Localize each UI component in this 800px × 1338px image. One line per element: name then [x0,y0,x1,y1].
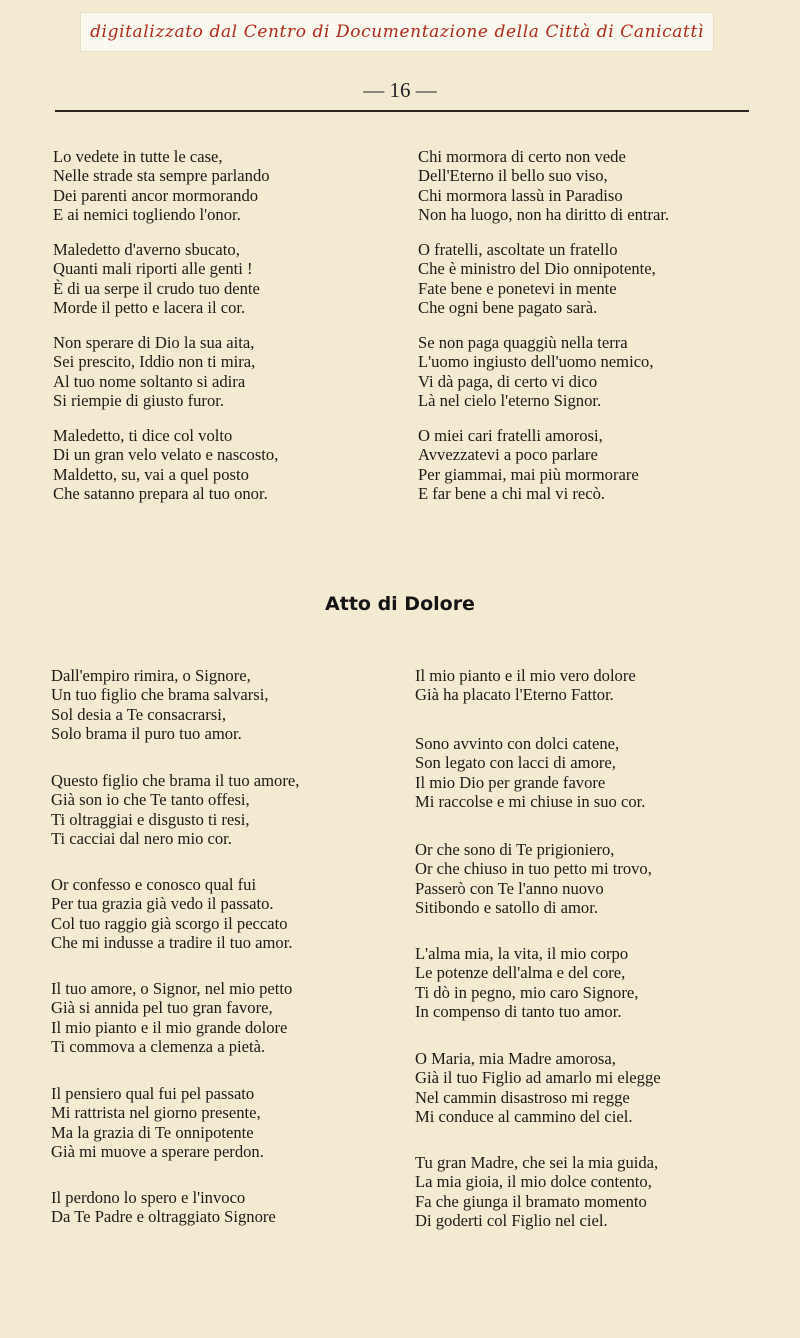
stanza [53,426,278,503]
verse-line: Or che sono di Te prigioniero, [415,840,615,859]
verse-line: È di ua serpe il crudo tuo dente [53,278,260,298]
verse-line: Lo vedete in tutte le case, [53,147,223,166]
digitization-watermark-banner [80,12,714,52]
stanza [53,333,255,410]
verse-line: Solo brama il puro tuo amor. [51,723,242,743]
verse-line: Chi mormora di certo non vede [418,147,626,166]
stanza [51,666,269,743]
verse-line: O miei cari fratelli amorosi, [418,426,603,445]
verse-line: Da Te Padre e oltraggiato Signore [51,1207,276,1227]
verse-line: Per giammai, mai più mormorare [418,464,639,484]
stanza [53,240,260,317]
verse-line: Or confesso e conosco qual fui [51,875,257,894]
verse-line: Non ha luogo, non ha diritto di entrar. [418,204,670,224]
verse-line: O fratelli, ascoltate un fratello [418,240,618,259]
verse-line: E far bene a chi mal vi recò. [418,483,606,503]
verse-line: Al tuo nome soltanto si adira [53,371,246,391]
verse-line: Già si annida pel tuo gran favore, [51,998,273,1018]
verse-line: Morde il petto e lacera il cor. [53,297,246,317]
verse-line: Vi dà paga, di certo vi dico [418,371,598,391]
verse-line: Ti dò in pegno, mio caro Signore, [415,982,639,1002]
verse-line: Per tua grazia già vedo il passato. [51,894,274,914]
verse-line: Dall'empiro rimira, o Signore, [51,666,251,685]
verse-line: Ti commova a clemenza a pietà. [51,1036,266,1056]
stanza [415,1049,661,1126]
verse-line: E ai nemici togliendo l'onor. [53,204,241,224]
verse-line: Di un gran velo velato e nascosto, [53,445,279,465]
stanza [51,875,292,952]
verse-line: Maldetto, su, vai a quel posto [53,464,249,484]
verse-line: Un tuo figlio che brama salvarsi, [51,685,269,705]
verse-line: L'uomo ingiusto dell'uomo nemico, [418,352,654,372]
verse-line: Già son io che Te tanto offesi, [51,790,250,810]
stanza [415,944,638,1021]
verse-line: Or che chiuso in tuo petto mi trovo, [415,859,652,879]
stanza [418,426,639,503]
stanza [51,1084,264,1161]
verse-line: Fate bene e ponetevi in mente [418,278,617,298]
verse-line: Già mi muove a sperare perdon. [51,1141,264,1161]
stanza [415,1153,658,1230]
verse-line: Il perdono lo spero e l'invoco [51,1188,246,1207]
stanza [415,734,645,811]
verse-line: Il mio pianto e il mio grande dolore [51,1017,288,1037]
verse-line: Tu gran Madre, che sei la mia guida, [415,1153,659,1172]
verse-line: Non sperare di Dio la sua aita, [53,333,255,352]
stanza [51,979,292,1056]
header-rule [55,110,749,112]
verse-line: Mi conduce al cammino del ciel. [415,1106,633,1126]
verse-line: Nelle strade sta sempre parlando [53,166,270,186]
stanza [418,147,669,224]
section-title: Atto di Dolore [325,593,475,615]
verse-line: Dell'Eterno il bello suo viso, [418,166,608,186]
verse-line: Di goderti col Figlio nel ciel. [415,1210,608,1230]
verse-line: Si riempie di giusto furor. [53,390,224,410]
verse-line: Là nel cielo l'eterno Signor. [418,390,602,410]
verse-line: Il pensiero qual fui pel passato [51,1084,255,1103]
verse-line: O Maria, mia Madre amorosa, [415,1049,616,1068]
verse-line: Col tuo raggio già scorgo il peccato [51,913,288,933]
verse-line: Dei parenti ancor mormorando [53,185,259,205]
verse-line: Sei prescito, Iddio non ti mira, [53,352,256,372]
verse-line: Già il tuo Figlio ad amarlo mi elegge [415,1068,661,1088]
stanza [53,147,270,224]
verse-line: Mi raccolse e mi chiuse in suo cor. [415,791,646,811]
verse-line: Nel cammin disastroso mi regge [415,1087,630,1107]
stanza [418,333,654,410]
verse-line: Già ha placato l'Eterno Fattor. [415,685,614,705]
verse-line: Mi rattrista nel giorno presente, [51,1103,261,1123]
verse-line: Il mio Dio per grande favore [415,772,606,792]
verse-line: Se non paga quaggiù nella terra [418,333,628,352]
verse-line: Chi mormora lassù in Paradiso [418,185,623,205]
stanza [415,840,652,917]
verse-line: In compenso di tanto tuo amor. [415,1001,622,1021]
verse-line: Ti oltraggiai e disgusto ti resi, [51,809,250,829]
verse-line: Fa che giunga il bramato momento [415,1191,647,1211]
stanza [418,240,656,317]
stanza [415,666,636,705]
verse-line: Che mi indusse a tradire il tuo amor. [51,932,293,952]
stanza [51,1188,276,1227]
verse-line: Sitibondo e satollo di amor. [415,897,598,917]
verse-line: La mia gioia, il mio dolce contento, [415,1172,652,1192]
verse-line: L'alma mia, la vita, il mio corpo [415,944,629,963]
page-number: — 16 — [363,78,437,102]
verse-line: Il mio pianto e il mio vero dolore [415,666,636,685]
verse-line: Sol desia a Te consacrarsi, [51,704,227,724]
verse-line: Sono avvinto con dolci catene, [415,734,620,753]
verse-line: Avvezzatevi a poco parlare [418,445,598,465]
verse-line: Che è ministro del Dio onnipotente, [418,259,656,279]
verse-line: Questo figlio che brama il tuo amore, [51,771,300,790]
watermark-text: digitalizzato dal Centro di Documentazione della Città di Canicattì [90,22,704,42]
verse-line: Il tuo amore, o Signor, nel mio petto [51,979,293,998]
verse-line: Son legato con lacci di amore, [415,753,616,773]
verse-line: Passerò con Te l'anno nuovo [415,878,604,898]
verse-line: Che ogni bene pagato sarà. [418,297,598,317]
verse-line: Quanti mali riporti alle genti ! [53,259,253,279]
verse-line: Che satanno prepara al tuo onor. [53,483,268,503]
verse-line: Ma la grazia di Te onnipotente [51,1122,254,1142]
verse-line: Le potenze dell'alma e del core, [415,963,626,983]
stanza [51,771,299,848]
verse-line: Ti cacciai dal nero mio cor. [51,828,232,848]
verse-line: Maledetto d'averno sbucato, [53,240,240,259]
verse-line: Maledetto, ti dice col volto [53,426,233,445]
